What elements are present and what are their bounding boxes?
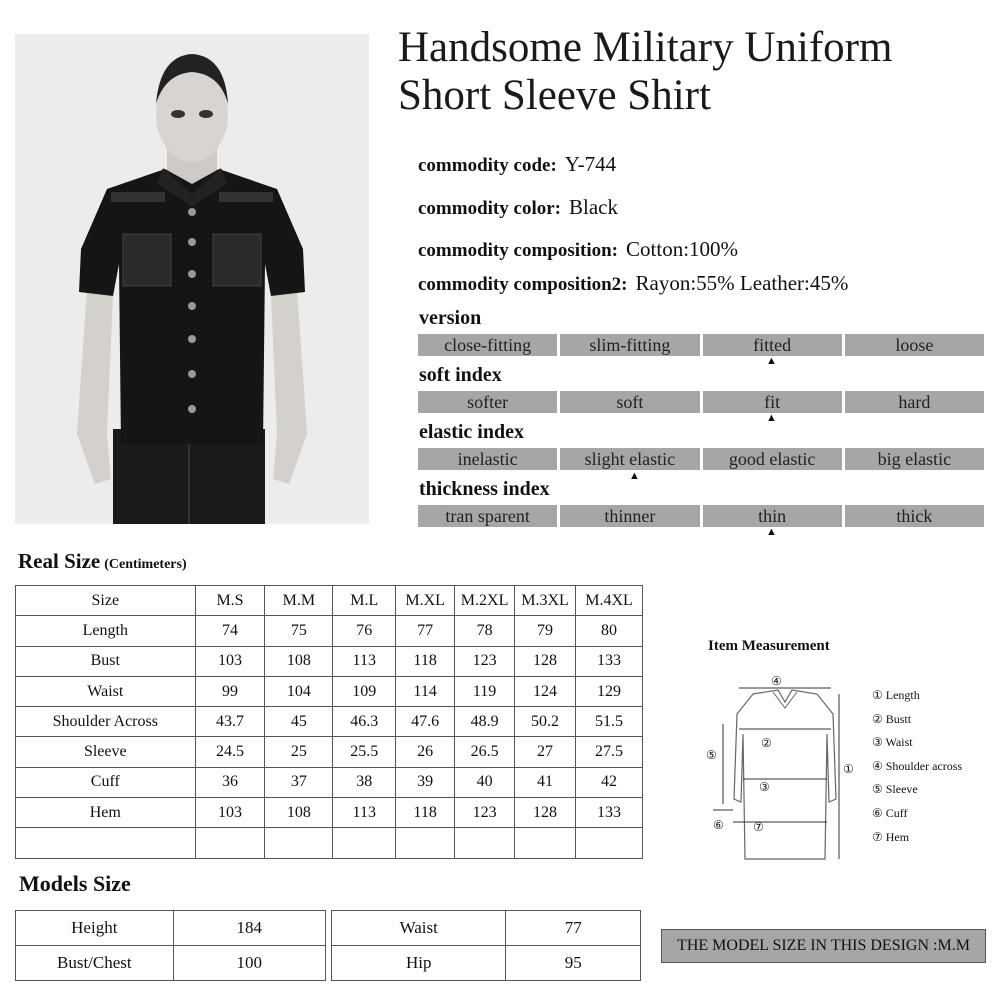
elastic-index-bar	[418, 448, 984, 470]
table-cell: 95	[506, 946, 641, 981]
table-cell: Waist	[332, 911, 506, 946]
title-line-2: Short Sleeve Shirt	[398, 72, 711, 119]
elastic-index-option: good elastic	[703, 448, 842, 470]
table-cell: 40	[455, 767, 515, 797]
table-cell: 108	[265, 646, 333, 676]
triangle-up-icon: ▲	[629, 470, 640, 482]
table-cell: Bust	[16, 646, 196, 676]
version-bar	[418, 334, 984, 356]
spec-composition-2: commodity composition2: Rayon:55% Leather:45%	[418, 271, 849, 295]
table-cell: 50.2	[515, 707, 576, 737]
table-cell: 27.5	[576, 737, 643, 767]
table-cell: 100	[173, 946, 325, 981]
table-cell: 128	[515, 646, 576, 676]
soft-index-option: softer	[418, 391, 557, 413]
table-cell: 76	[333, 616, 396, 646]
spec-composition: commodity composition: Cotton:100%	[418, 237, 739, 261]
marker-waist: ③	[759, 780, 770, 794]
models-table-right	[331, 910, 641, 981]
soft-index-option: soft	[560, 391, 699, 413]
soft-index-title: soft index	[419, 364, 502, 386]
table-cell: 114	[396, 676, 455, 706]
real-size-heading: Real Size (Centimeters)	[18, 549, 187, 573]
thickness-index-option: thick	[845, 505, 984, 527]
table-header-cell: M.S	[195, 586, 265, 616]
table-cell: Hip	[332, 946, 506, 981]
table-cell: 99	[195, 676, 265, 706]
product-photo	[15, 34, 369, 524]
thickness-index-option: thin	[703, 505, 842, 527]
version-title: version	[419, 307, 482, 329]
table-cell: Bust/Chest	[16, 946, 174, 981]
legend-item: ① Length	[872, 688, 920, 702]
table-cell: 123	[455, 798, 515, 828]
table-cell: 36	[195, 767, 265, 797]
table-cell: 25	[265, 737, 333, 767]
thickness-index-title: thickness index	[419, 478, 550, 500]
measurement-legend	[872, 684, 962, 849]
thickness-index-bar	[418, 505, 984, 527]
table-header-cell: Size	[16, 586, 196, 616]
triangle-up-icon: ▲	[766, 355, 777, 367]
table-row	[16, 707, 643, 737]
table-cell: 123	[455, 646, 515, 676]
legend-item: ② Bustt	[872, 711, 912, 726]
size-table	[15, 585, 643, 859]
table-header-cell: M.M	[265, 586, 333, 616]
table-row	[332, 911, 641, 946]
table-cell: 38	[333, 767, 396, 797]
table-cell: 26.5	[455, 737, 515, 767]
table-cell: 80	[576, 616, 643, 646]
elastic-index-option: inelastic	[418, 448, 557, 470]
table-header-cell: M.L	[333, 586, 396, 616]
table-cell: 109	[333, 676, 396, 706]
table-cell: 103	[195, 646, 265, 676]
table-cell: 78	[455, 616, 515, 646]
marker-bust: ②	[761, 736, 772, 750]
table-cell: 27	[515, 737, 576, 767]
marker-sleeve: ⑤	[706, 748, 717, 762]
table-header-cell: M.XL	[396, 586, 455, 616]
elastic-index-title: elastic index	[419, 421, 524, 443]
version-option: fitted	[703, 334, 842, 356]
table-row	[16, 616, 643, 646]
table-cell: 24.5	[195, 737, 265, 767]
table-cell: Cuff	[16, 767, 196, 797]
table-row	[332, 946, 641, 981]
table-cell	[455, 828, 515, 858]
marker-shoulder: ④	[771, 674, 782, 688]
marker-hem: ⑦	[753, 820, 764, 834]
table-cell: 129	[576, 676, 643, 706]
table-cell: 104	[265, 676, 333, 706]
table-row	[16, 911, 326, 946]
table-cell: Waist	[16, 676, 196, 706]
table-cell: 45	[265, 707, 333, 737]
table-row	[16, 767, 643, 797]
table-cell: 47.6	[396, 707, 455, 737]
table-header-cell: M.3XL	[515, 586, 576, 616]
table-cell: 124	[515, 676, 576, 706]
version-option: slim-fitting	[560, 334, 699, 356]
table-cell	[195, 828, 265, 858]
table-cell: 51.5	[576, 707, 643, 737]
marker-cuff: ⑥	[713, 818, 724, 832]
table-cell: 77	[396, 616, 455, 646]
table-header-cell: M.2XL	[455, 586, 515, 616]
table-cell: 75	[265, 616, 333, 646]
soft-index-option: hard	[845, 391, 984, 413]
table-cell: 25.5	[333, 737, 396, 767]
table-row	[16, 798, 643, 828]
table-cell: 133	[576, 798, 643, 828]
product-title	[398, 24, 993, 120]
soft-index-option: fit	[703, 391, 842, 413]
measurement-diagram	[703, 674, 868, 864]
table-cell: 133	[576, 646, 643, 676]
table-row	[16, 828, 643, 858]
spec-color: commodity color: Black	[418, 195, 618, 219]
table-cell: 26	[396, 737, 455, 767]
table-cell: Sleeve	[16, 737, 196, 767]
title-line-1: Handsome Military Uniform	[398, 24, 893, 71]
table-cell: 43.7	[195, 707, 265, 737]
model-illustration	[15, 34, 369, 524]
table-cell: Height	[16, 911, 174, 946]
elastic-index-option: slight elastic	[560, 448, 699, 470]
table-cell	[265, 828, 333, 858]
spec-code: commodity code: Y-744	[418, 152, 617, 176]
table-cell: 118	[396, 646, 455, 676]
legend-item: ④ Shoulder across	[872, 758, 963, 773]
table-cell: 128	[515, 798, 576, 828]
table-cell: 113	[333, 798, 396, 828]
table-cell	[16, 828, 196, 858]
table-cell: 103	[195, 798, 265, 828]
table-cell: 74	[195, 616, 265, 646]
table-cell	[396, 828, 455, 858]
table-cell: 113	[333, 646, 396, 676]
table-row	[16, 646, 643, 676]
table-row	[16, 946, 326, 981]
table-cell	[515, 828, 576, 858]
table-cell: 119	[455, 676, 515, 706]
table-cell: 184	[173, 911, 325, 946]
table-header-row	[16, 586, 643, 616]
legend-item: ⑥ Cuff	[872, 805, 908, 820]
triangle-up-icon: ▲	[766, 412, 777, 424]
table-cell: 39	[396, 767, 455, 797]
table-cell	[333, 828, 396, 858]
soft-index-bar	[418, 391, 984, 413]
item-measurement-title: Item Measurement	[708, 638, 830, 654]
elastic-index-option: big elastic	[845, 448, 984, 470]
version-option: loose	[845, 334, 984, 356]
table-row	[16, 737, 643, 767]
table-cell: 37	[265, 767, 333, 797]
marker-length: ①	[843, 762, 854, 776]
table-cell: Length	[16, 616, 196, 646]
table-cell: Shoulder Across	[16, 707, 196, 737]
table-cell	[576, 828, 643, 858]
thickness-index-option: tran sparent	[418, 505, 557, 527]
version-option: close-fitting	[418, 334, 557, 356]
table-cell: 79	[515, 616, 576, 646]
legend-item: ⑦ Hem	[872, 829, 910, 844]
table-cell: 77	[506, 911, 641, 946]
table-cell: Hem	[16, 798, 196, 828]
models-size-heading: Models Size	[19, 871, 131, 896]
table-cell: 48.9	[455, 707, 515, 737]
triangle-up-icon: ▲	[766, 526, 777, 538]
table-cell: 118	[396, 798, 455, 828]
table-cell: 46.3	[333, 707, 396, 737]
table-cell: 108	[265, 798, 333, 828]
models-table-left	[15, 910, 326, 981]
legend-item: ⑤ Sleeve	[872, 782, 918, 797]
table-cell: 41	[515, 767, 576, 797]
table-header-cell: M.4XL	[576, 586, 643, 616]
table-cell: 42	[576, 767, 643, 797]
model-size-note: THE MODEL SIZE IN THIS DESIGN :M.M	[661, 929, 986, 963]
table-row	[16, 676, 643, 706]
legend-item: ③ Waist	[872, 735, 913, 750]
thickness-index-option: thinner	[560, 505, 699, 527]
